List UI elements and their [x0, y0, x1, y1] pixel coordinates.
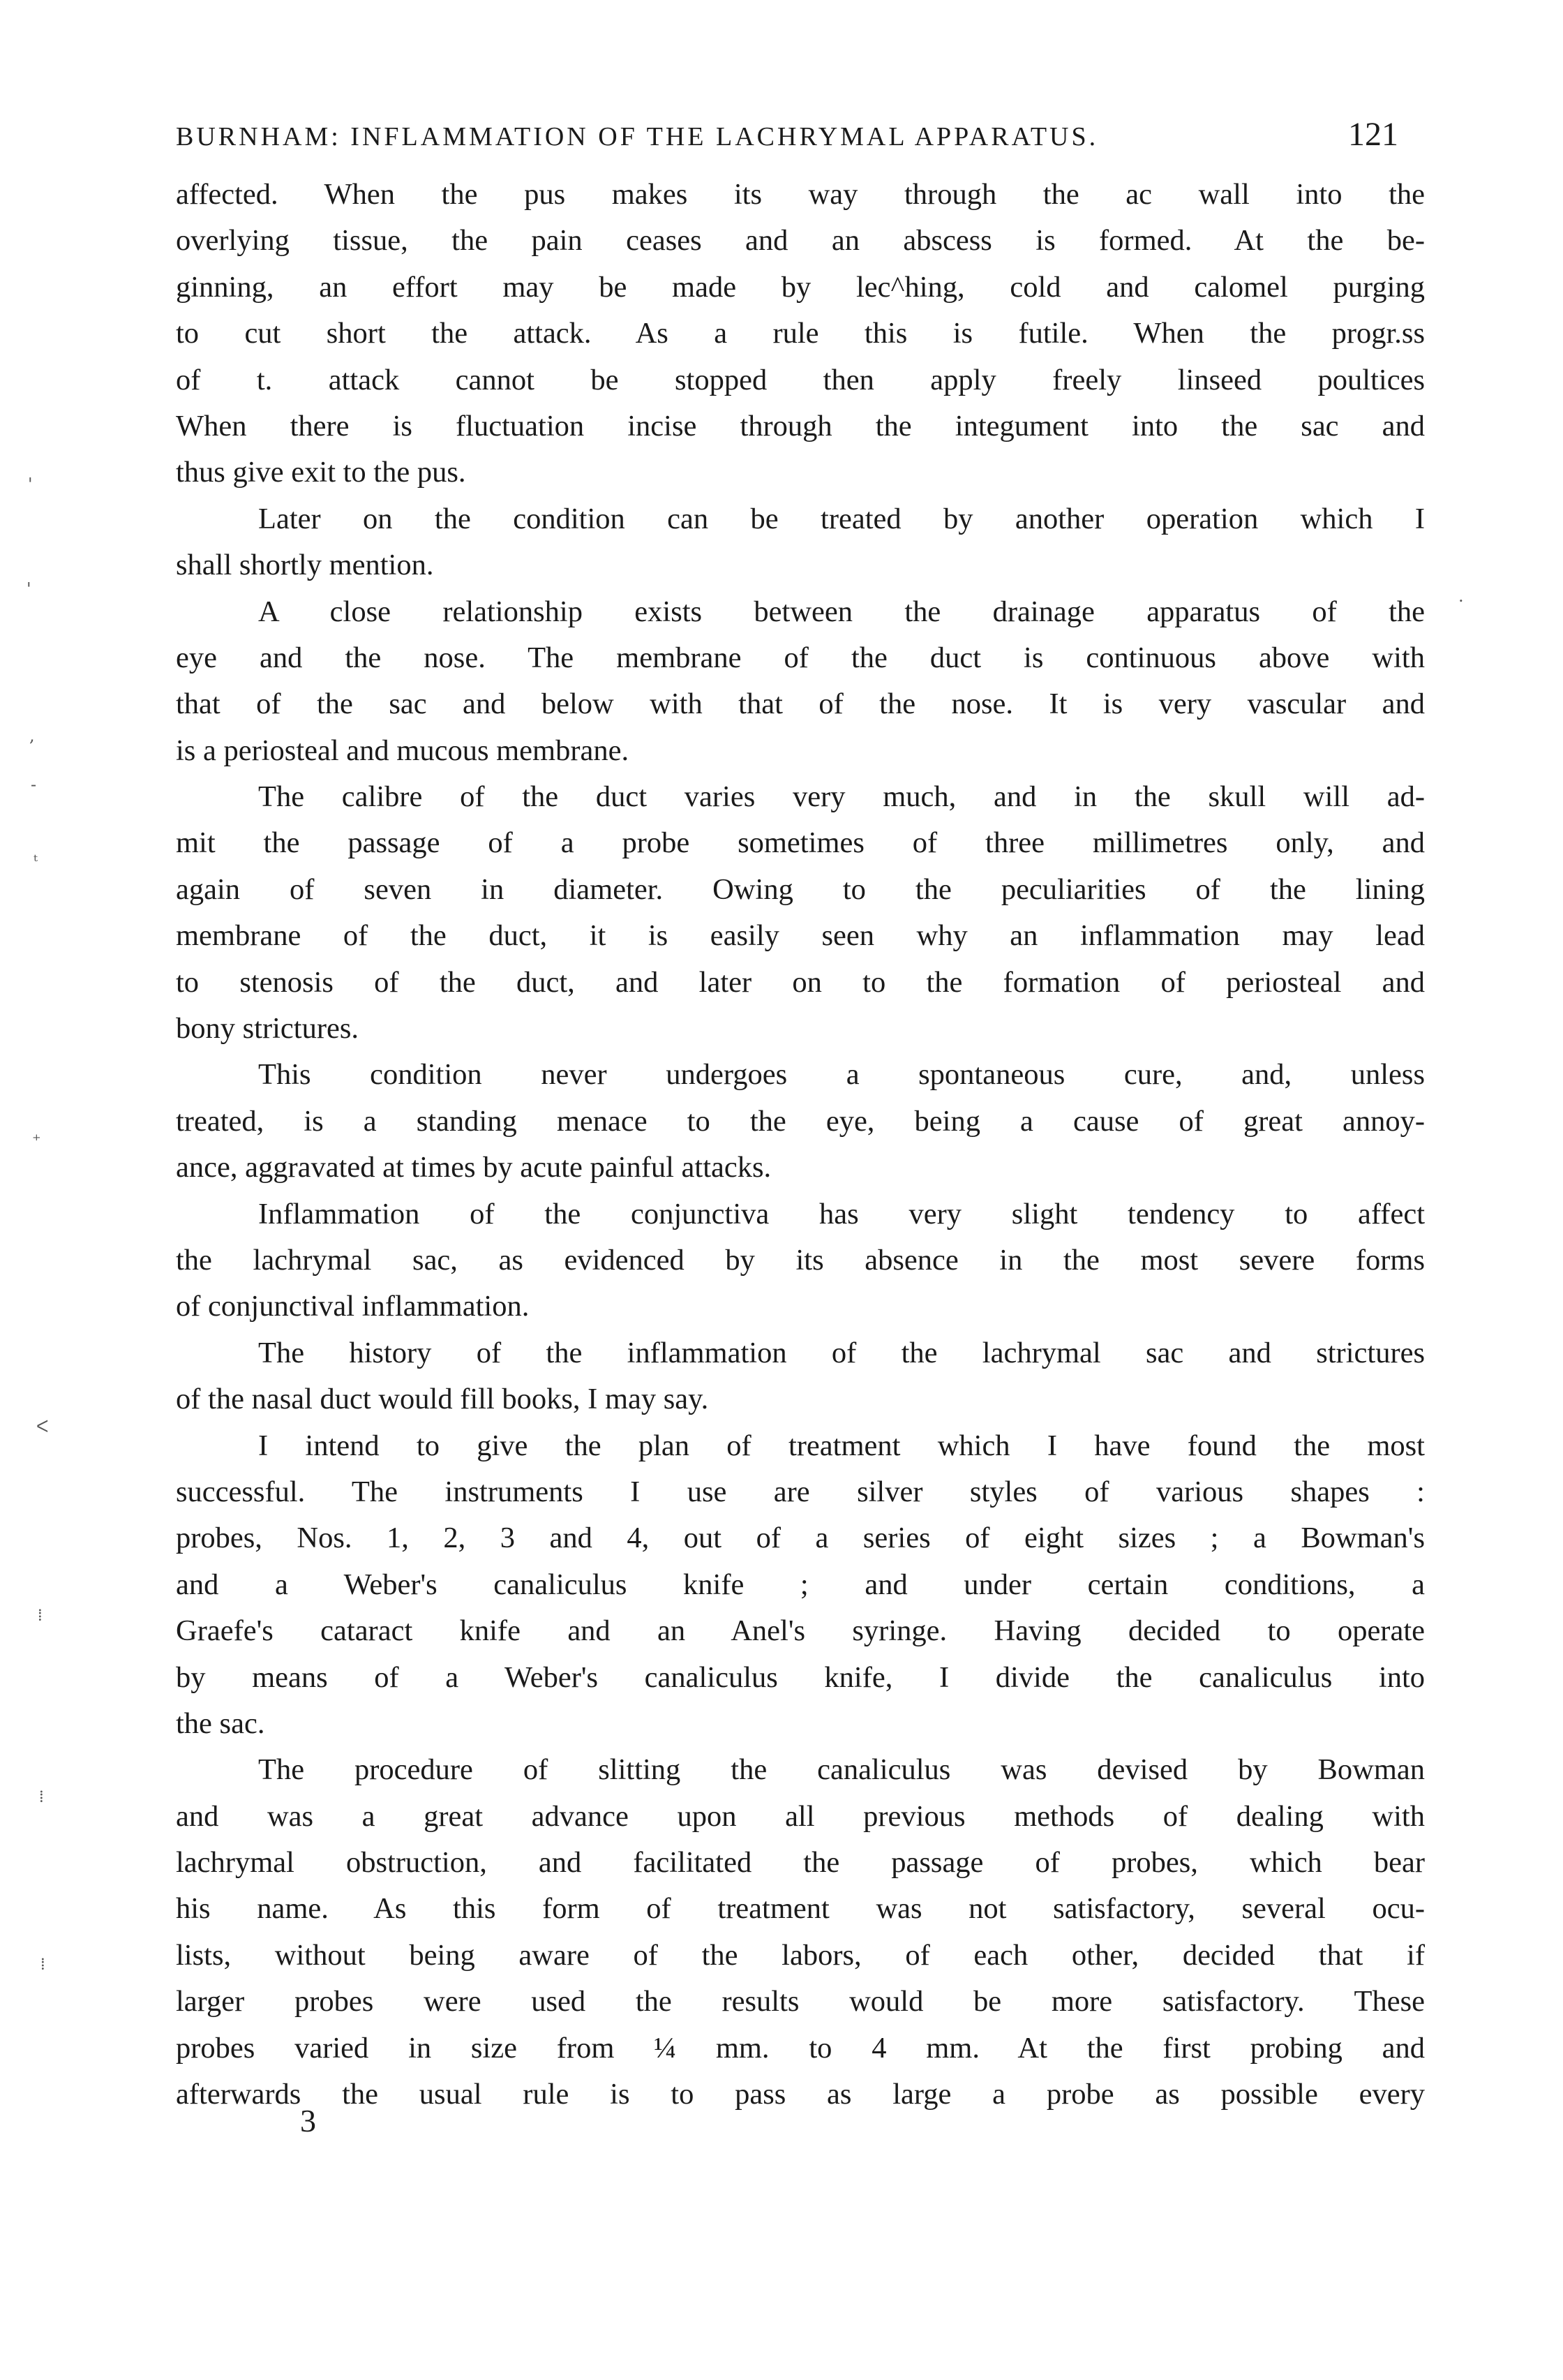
- text-line: of the nasal duct would fill books, I may say.: [176, 1383, 709, 1416]
- text-line: shall shortly mention.: [176, 549, 434, 582]
- text-line: affected. When the pus makes its way through the ac wall into the: [176, 178, 1425, 211]
- paragraph-first-line: The procedure of slitting the canaliculus was devised by Bowman: [258, 1753, 1425, 1787]
- running-head: [176, 115, 1398, 164]
- paragraph-first-line: The calibre of the duct varies very much, and in the skull will ad-: [258, 780, 1425, 814]
- paragraph-first-line: I intend to give the plan of treatment which I have found the most: [258, 1429, 1425, 1462]
- paragraph-first-line: Later on the condition can be treated by another operation which I: [258, 502, 1425, 535]
- scan-speck: ᐸ: [36, 1417, 49, 1436]
- text-line: treated, is a standing menace to the eye, being a cause of great annoy-: [176, 1104, 1425, 1138]
- text-line: afterwards the usual rule is to pass as large a probe as possible every: [176, 2078, 1425, 2111]
- text-line: his name. As this form of treatment was not satisfactory, several ocu-: [176, 1892, 1425, 1926]
- text-line: larger probes were used the results would be more satisfactory. These: [176, 1985, 1425, 2018]
- paragraph-first-line: This condition never undergoes a spontaneous cure, and, unless: [258, 1058, 1425, 1092]
- page-number: 121: [1348, 116, 1398, 153]
- text-line: to cut short the attack. As a rule this is futile. When the progr.ss: [176, 317, 1425, 350]
- text-line: thus give exit to the pus.: [176, 456, 466, 489]
- text-line: that of the sac and below with that of the nose. It is very vascular and: [176, 687, 1425, 721]
- text-line: When there is fluctuation incise through the integument into the sac and: [176, 409, 1425, 442]
- text-line: lists, without being aware of the labors, of each other, decided that if: [176, 1938, 1425, 1972]
- text-line: lachrymal obstruction, and facilitated the passage of probes, which bear: [176, 1846, 1425, 1880]
- text-line: ance, aggravated at times by acute painful attacks.: [176, 1151, 772, 1184]
- paragraph-first-line: Inflammation of the conjunctiva has very slight tendency to affect: [258, 1197, 1425, 1230]
- text-line: probes varied in size from ¼ mm. to 4 mm. At the first probing and: [176, 2031, 1425, 2065]
- signature-mark: 3: [300, 2103, 316, 2139]
- text-line: the lachrymal sac, as evidenced by its absence in the most severe forms: [176, 1243, 1425, 1277]
- text-line: successful. The instruments I use are silver styles of various shapes :: [176, 1475, 1425, 1508]
- text-line: of conjunctival inflammation.: [176, 1290, 530, 1323]
- scan-speck: ᵗ: [33, 851, 38, 871]
- text-line: mit the passage of a probe sometimes of three millimetres only, and: [176, 826, 1425, 860]
- text-line: and a Weber's canaliculus knife ; and under certain conditions, a: [176, 1568, 1425, 1601]
- scan-speck: ⁺: [32, 1131, 41, 1150]
- text-line: and was a great advance upon all previous methods of dealing with: [176, 1799, 1425, 1833]
- scan-speck: ⁞: [40, 1954, 45, 1974]
- text-line: bony strictures.: [176, 1012, 359, 1046]
- scan-speck: ⁞: [38, 1605, 43, 1625]
- body-text: [176, 172, 1425, 2118]
- text-line: probes, Nos. 1, 2, 3 and 4, out of a series of eight sizes ; a Bowman's: [176, 1522, 1425, 1555]
- text-line: overlying tissue, the pain ceases and an abscess is formed. At the be-: [176, 224, 1425, 258]
- paragraph-first-line: A close relationship exists between the drainage apparatus of the: [258, 595, 1425, 628]
- text-line: the sac.: [176, 1706, 265, 1740]
- scan-speck: ⁞: [39, 1787, 44, 1806]
- text-line: by means of a Weber's canaliculus knife, I divide the canaliculus into: [176, 1660, 1425, 1694]
- running-head-title: BURNHAM: INFLAMMATION OF THE LACHRYMAL APPARATUS.: [176, 122, 1099, 151]
- text-line: eye and the nose. The membrane of the duct is continuous above with: [176, 641, 1425, 674]
- scan-speck: .: [1458, 586, 1464, 606]
- text-line: to stenosis of the duct, and later on to the formation of periosteal and: [176, 965, 1425, 999]
- scan-speck: ,: [29, 726, 35, 745]
- text-line: again of seven in diameter. Owing to the peculiarities of the lining: [176, 872, 1425, 906]
- paragraph-first-line: The history of the inflammation of the lachrymal sac and strictures: [258, 1336, 1425, 1369]
- text-line: membrane of the duct, it is easily seen why an inflammation may lead: [176, 919, 1425, 953]
- text-line: ginning, an effort may be made by lec^hing, cold and calomel purging: [176, 270, 1425, 304]
- scan-speck: ': [27, 579, 31, 599]
- scan-speck: ': [28, 475, 33, 494]
- text-line: Graefe's cataract knife and an Anel's syringe. Having decided to operate: [176, 1614, 1425, 1648]
- text-line: of t. attack cannot be stopped then apply freely linseed poultices: [176, 363, 1425, 396]
- scan-speck: -: [31, 775, 37, 794]
- text-line: is a periosteal and mucous membrane.: [176, 734, 629, 767]
